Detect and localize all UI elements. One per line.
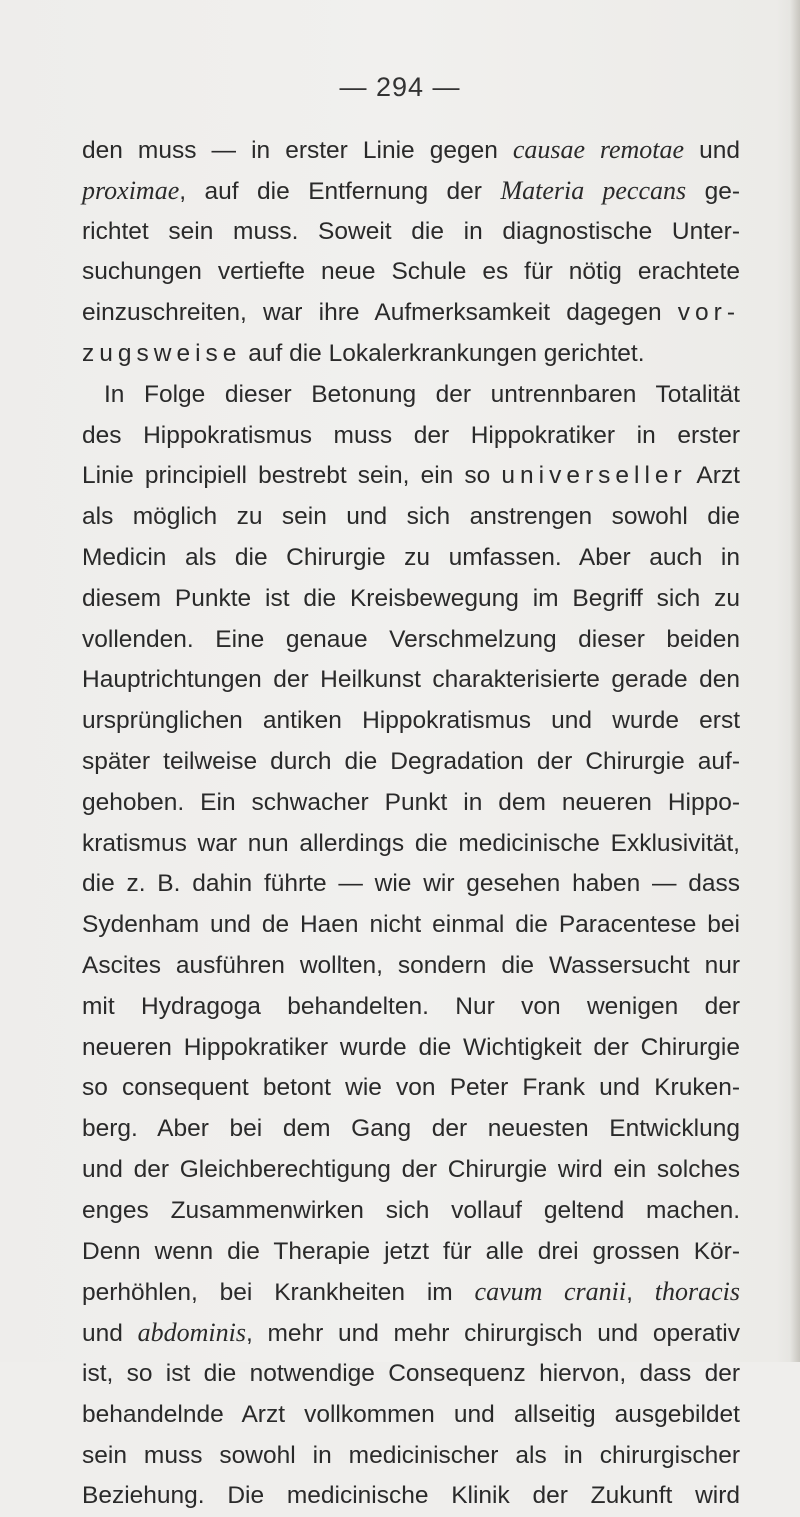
text-segment: sein muss sowohl in medicinischer als in chirurgischer (82, 1441, 740, 1469)
text-line (82, 742, 740, 783)
spaced-text: vor- (677, 299, 740, 327)
text-line (82, 456, 740, 497)
text-line (82, 375, 740, 416)
text-segment: ursprünglichen antiken Hippokratismus und wurde erst (82, 707, 740, 735)
text-line (82, 864, 740, 905)
text-segment: In Folge dieser Betonung der untrennbaren Totalität (104, 380, 740, 408)
text-segment: , auf die Entfernung der (179, 177, 501, 205)
page-number: — 294 — (339, 72, 461, 102)
text-line (82, 1150, 740, 1191)
text-line (82, 416, 740, 457)
text-line (82, 293, 740, 334)
text-segment: diesem Punkte ist die Kreisbewegung im Begriff sich zu (82, 584, 740, 612)
text-segment: , mehr und mehr chirurgisch und operativ (245, 1320, 740, 1348)
text-line (82, 579, 740, 620)
text-line (82, 334, 740, 375)
text-segment: Denn wenn die Therapie jetzt für alle drei grossen Kör- (82, 1237, 740, 1265)
text-line (82, 1354, 740, 1395)
text-segment: so consequent betont wie von Peter Frank und Kruken- (82, 1074, 740, 1102)
text-segment: Sydenham und de Haen nicht einmal die Paracentese bei (82, 911, 740, 939)
text-segment: als möglich zu sein und sich anstrengen sowohl die (82, 503, 740, 531)
text-segment: enges Zusammenwirken sich vollauf geltend machen. (82, 1196, 740, 1224)
italic-text: Materia peccans (500, 175, 687, 205)
page-edge-shadow (790, 0, 800, 1362)
text-line (82, 905, 740, 946)
text-segment: Medicin als die Chirurgie zu umfassen. Aber auch in (82, 543, 740, 571)
text-line (82, 171, 740, 212)
text-line (82, 783, 740, 824)
italic-text: proximae (82, 175, 180, 205)
text-line (82, 1395, 740, 1436)
text-segment: und (82, 1320, 138, 1348)
text-line (82, 538, 740, 579)
text-line (82, 252, 740, 293)
text-segment: vollenden. Eine genaue Verschmelzung dieser beiden (82, 625, 740, 653)
text-line (82, 1191, 740, 1232)
text-segment: den muss — in erster Linie gegen (82, 137, 513, 164)
text-segment: perhöhlen, bei Krankheiten im (82, 1279, 475, 1307)
text-segment: ge- (686, 177, 740, 205)
text-segment: Linie principiell bestrebt sein, ein so (82, 462, 502, 490)
text-line (82, 660, 740, 701)
italic-text: cavum cranii (474, 1277, 627, 1307)
text-line (82, 1109, 740, 1150)
text-line (82, 1232, 740, 1273)
text-segment: gehoben. Ein schwacher Punkt in dem neueren Hippo- (82, 788, 740, 816)
text-line (82, 946, 740, 987)
text-line (82, 824, 740, 865)
body-text (82, 130, 740, 1517)
text-segment: behandelnde Arzt vollkommen und allseitig ausgebildet (82, 1400, 740, 1428)
text-segment: des Hippokratismus muss der Hippokratiker in erster (82, 421, 740, 449)
text-line (82, 212, 740, 253)
italic-text: abdominis (137, 1318, 246, 1348)
italic-text: thoracis (654, 1277, 740, 1307)
text-line (82, 1272, 740, 1313)
text-segment: berg. Aber bei dem Gang der neuesten Entwicklung (82, 1115, 740, 1143)
spaced-text: universeller (501, 462, 687, 490)
text-line (82, 987, 740, 1028)
spaced-text: zugsweise (82, 339, 242, 367)
text-segment: Arzt (686, 462, 740, 490)
text-line (82, 1476, 740, 1517)
text-segment: und (684, 137, 740, 164)
text-segment: Hauptrichtungen der Heilkunst charakterisierte gerade den (82, 666, 740, 694)
text-line (82, 1313, 740, 1354)
text-line (82, 1436, 740, 1477)
text-segment: ist, so ist die notwendige Consequenz hiervon, dass der (82, 1359, 740, 1387)
text-line (82, 1068, 740, 1109)
text-segment: später teilweise durch die Degradation der Chirurgie auf- (82, 747, 740, 775)
text-segment: Ascites ausführen wollten, sondern die Wassersucht nur (82, 951, 740, 979)
text-segment: suchungen vertiefte neue Schule es für nötig erachtete (82, 258, 740, 286)
text-segment: neueren Hippokratiker wurde die Wichtigkeit der Chirurgie (82, 1033, 740, 1061)
text-segment: einzuschreiten, war ihre Aufmerksamkeit dagegen (82, 299, 678, 327)
text-segment: die z. B. dahin führte — wie wir gesehen haben — dass (82, 870, 740, 898)
text-line (82, 130, 740, 171)
text-segment: und der Gleichberechtigung der Chirurgie wird ein solches (82, 1155, 740, 1183)
text-segment: richtet sein muss. Soweit die in diagnostische Unter- (82, 217, 740, 245)
text-segment: auf die Lokalerkrankungen gerichtet. (241, 339, 645, 367)
text-line (82, 701, 740, 742)
text-line (82, 497, 740, 538)
text-segment: , (626, 1279, 655, 1307)
text-segment: Beziehung. Die medicinische Klinik der Zukunft wird (82, 1482, 740, 1510)
text-line (82, 620, 740, 661)
text-segment: kratismus war nun allerdings die medicinische Exklusivität, (82, 829, 740, 857)
text-segment: mit Hydragoga behandelten. Nur von wenigen der (82, 992, 740, 1020)
text-line (82, 1028, 740, 1069)
italic-text: causae remotae (512, 135, 685, 164)
